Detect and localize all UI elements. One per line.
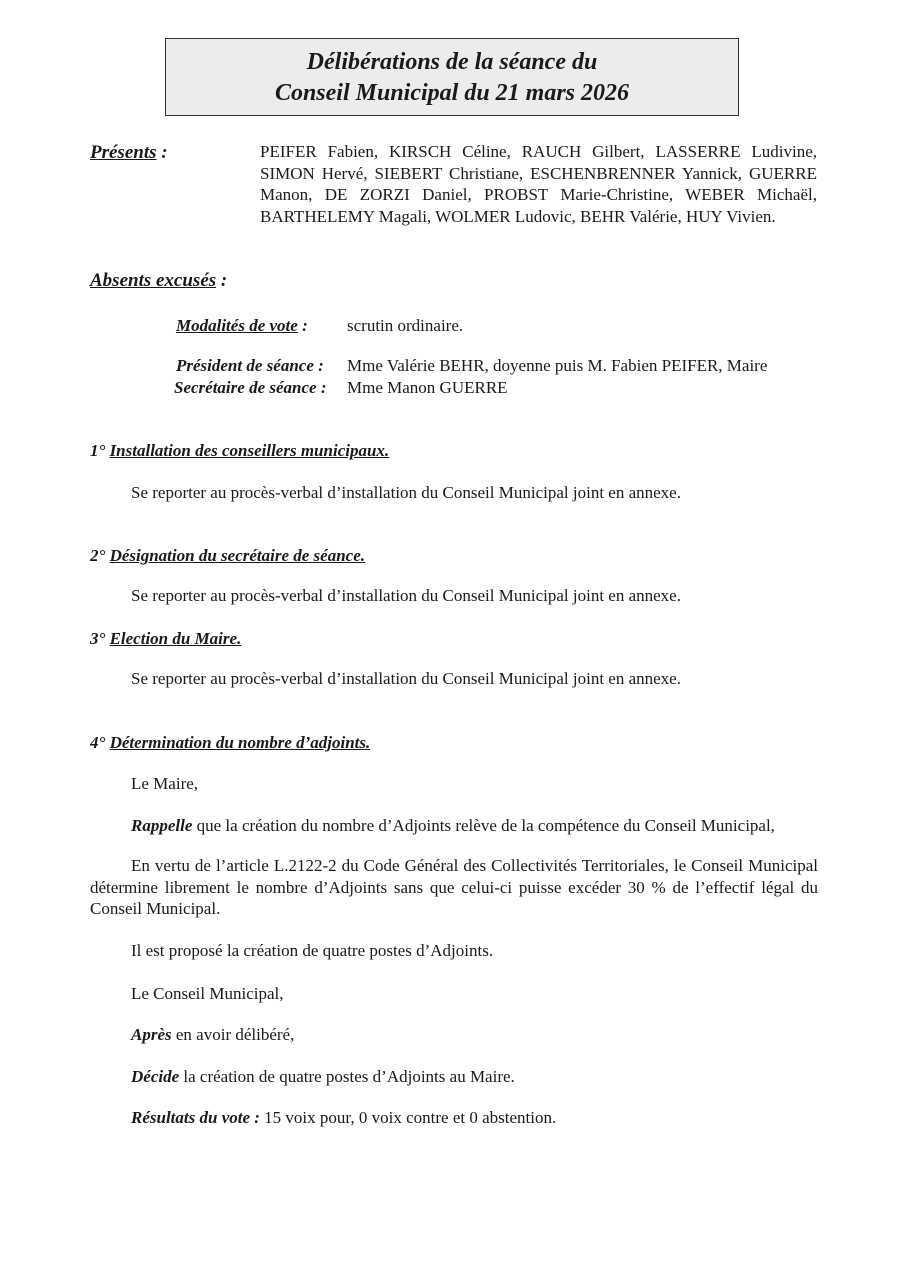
resultats-paragraph xyxy=(131,1107,556,1129)
propose-paragraph: Il est proposé la création de quatre postes d’Adjoints. xyxy=(131,941,494,960)
item-4-title: Détermination du nombre d’adjoints. xyxy=(109,733,371,752)
item-3-heading xyxy=(90,628,241,650)
apres-label: Après xyxy=(131,1025,172,1044)
modalites-colon: : xyxy=(297,316,308,335)
item-3-text: Se reporter au procès-verbal d’installation du Conseil Municipal joint en annexe. xyxy=(131,669,681,688)
item-1-heading xyxy=(90,440,389,462)
item-1-num: 1° xyxy=(90,441,110,460)
title-line-1: Délibérations de la séance du xyxy=(306,49,598,75)
modalites-value: scrutin ordinaire. xyxy=(347,316,464,335)
item-2-heading xyxy=(90,545,365,567)
modalites-label-text: Modalités de vote xyxy=(176,316,298,335)
presents-label-text: Présents xyxy=(90,142,157,163)
decide-text: la création de quatre postes d’Adjoints au Maire. xyxy=(179,1067,515,1086)
apres-text: en avoir délibéré, xyxy=(171,1025,295,1044)
item-3-num: 3° xyxy=(90,629,110,648)
rappelle-label: Rappelle xyxy=(131,816,193,835)
item-1-title: Installation des conseillers municipaux. xyxy=(109,441,390,460)
item-2-num: 2° xyxy=(90,546,110,565)
president-label: Président de séance : xyxy=(176,356,324,375)
presents-names: PEIFER Fabien, KIRSCH Céline, RAUCH Gilbert, LASSERRE Ludivine, SIMON Hervé, SIEBERT Christiane, ESCHENBRENNER Yannick, GUERRE Manon, DE ZORZI Daniel, PROBST Marie-Christine, WEBER Michaël, BARTHELEMY Magali, WOLMER Ludovic, BEHR Valérie, HUY Vivien. xyxy=(260,142,817,226)
le-maire: Le Maire, xyxy=(131,774,199,793)
resultats-label: Résultats du vote : xyxy=(131,1108,260,1127)
president-value: Mme Valérie BEHR, doyenne puis M. Fabien PEIFER, Maire xyxy=(347,356,768,375)
rappelle-text: que la création du nombre d’Adjoints relève de la compétence du Conseil Municipal, xyxy=(192,816,775,835)
resultats-text: 15 voix pour, 0 voix contre et 0 abstention. xyxy=(259,1108,557,1127)
item-3-title: Election du Maire. xyxy=(109,629,242,648)
item-4-heading xyxy=(90,732,370,754)
presents-colon: : xyxy=(156,142,168,163)
modalites-label xyxy=(176,315,308,337)
secretaire-label: Secrétaire de séance : xyxy=(174,378,327,397)
absents-label-text: Absents excusés xyxy=(90,270,217,291)
item-2-title: Désignation du secrétaire de séance. xyxy=(109,546,366,565)
item-2-text: Se reporter au procès-verbal d’installation du Conseil Municipal joint en annexe. xyxy=(131,586,681,605)
item-4-num: 4° xyxy=(90,733,110,752)
presents-label xyxy=(90,142,168,164)
decide-paragraph xyxy=(131,1066,515,1088)
apres-paragraph xyxy=(131,1024,294,1046)
rappelle-paragraph xyxy=(131,815,775,837)
decide-label: Décide xyxy=(131,1067,180,1086)
secretaire-value: Mme Manon GUERRE xyxy=(347,378,508,397)
title-line-2: Conseil Municipal du 21 mars 2026 xyxy=(274,80,630,106)
absents-label xyxy=(90,270,227,292)
en-vertu-paragraph: En vertu de l’article L.2122-2 du Code Général des Collectivités Territoriales, le Conseil Municipal détermine librement le nombre d’Adjoints sans que celui-ci puisse excéder 30 % de l’effectif légal du Conseil Municipal. xyxy=(90,856,818,918)
document-title xyxy=(165,38,739,116)
absents-colon: : xyxy=(216,270,228,291)
le-conseil: Le Conseil Municipal, xyxy=(131,984,284,1003)
item-1-text: Se reporter au procès-verbal d’installation du Conseil Municipal joint en annexe. xyxy=(131,483,681,502)
